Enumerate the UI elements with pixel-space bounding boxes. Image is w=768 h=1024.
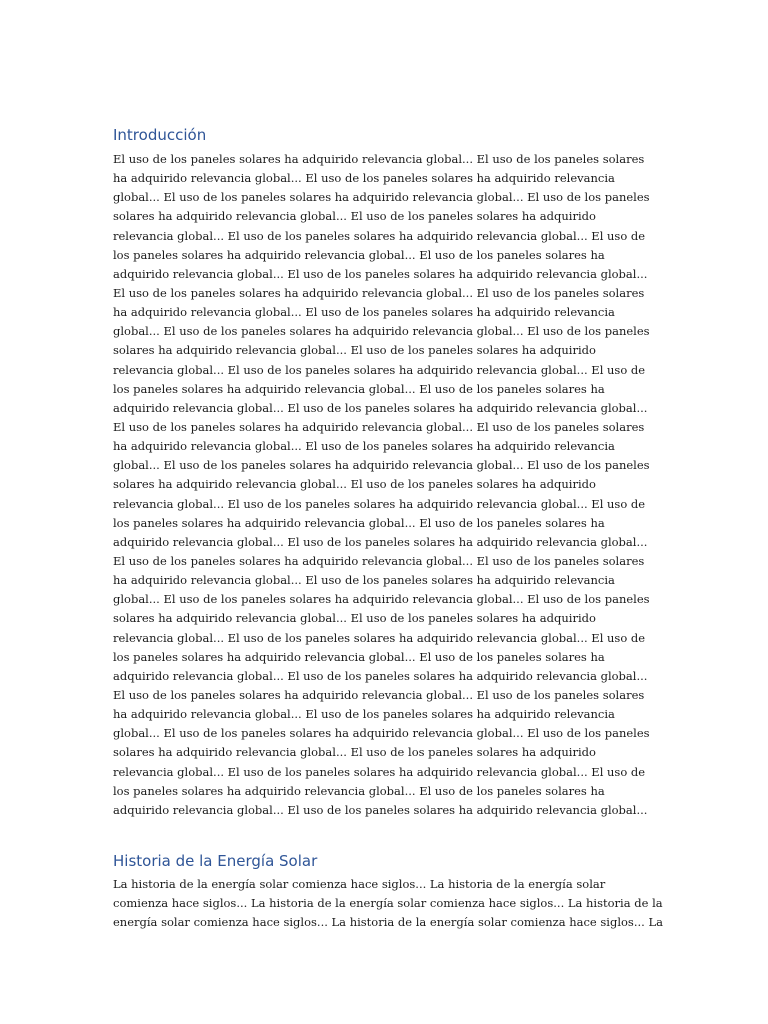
paragraph-line: los paneles solares ha adquirido relevancia global... El uso de los paneles solares ha bbox=[113, 381, 605, 396]
paragraph-line: solares ha adquirido relevancia global... El uso de los paneles solares ha adquirido bbox=[113, 745, 596, 760]
paragraph-line: global... El uso de los paneles solares ha adquirido relevancia global... El uso de los paneles bbox=[113, 726, 650, 741]
paragraph-line: El uso de los paneles solares ha adquirido relevancia global... El uso de los paneles solares bbox=[113, 553, 645, 568]
paragraph-line: solares ha adquirido relevancia global... El uso de los paneles solares ha adquirido bbox=[113, 477, 596, 492]
paragraph-line: los paneles solares ha adquirido relevancia global... El uso de los paneles solares ha bbox=[113, 783, 605, 798]
paragraph-line: relevancia global... El uso de los paneles solares ha adquirido relevancia global... El uso de bbox=[113, 362, 646, 377]
paragraph-line: adquirido relevancia global... El uso de los paneles solares ha adquirido relevancia global... bbox=[113, 802, 648, 817]
paragraph-line: ha adquirido relevancia global... El uso de los paneles solares ha adquirido relevancia bbox=[113, 573, 615, 588]
paragraph-line: adquirido relevancia global... El uso de los paneles solares ha adquirido relevancia global... bbox=[113, 266, 648, 281]
paragraph-line: El uso de los paneles solares ha adquirido relevancia global... El uso de los paneles solares bbox=[113, 419, 645, 434]
paragraph-line: adquirido relevancia global... El uso de los paneles solares ha adquirido relevancia global... bbox=[113, 400, 648, 415]
paragraph-line: adquirido relevancia global... El uso de los paneles solares ha adquirido relevancia global... bbox=[113, 534, 648, 549]
section-heading: Introducción bbox=[113, 126, 207, 144]
paragraph-line: ha adquirido relevancia global... El uso de los paneles solares ha adquirido relevancia bbox=[113, 171, 615, 186]
paragraph-line: global... El uso de los paneles solares ha adquirido relevancia global... El uso de los paneles bbox=[113, 592, 650, 607]
section-historia-energia-solar bbox=[113, 850, 663, 932]
paragraph-line: relevancia global... El uso de los paneles solares ha adquirido relevancia global... El uso de bbox=[113, 764, 646, 779]
paragraph-line: El uso de los paneles solares ha adquirido relevancia global... El uso de los paneles solares bbox=[113, 687, 645, 702]
paragraph-line: global... El uso de los paneles solares ha adquirido relevancia global... El uso de los paneles bbox=[113, 458, 650, 473]
paragraph-line: relevancia global... El uso de los paneles solares ha adquirido relevancia global... El uso de bbox=[113, 630, 646, 645]
section-heading: Historia de la Energía Solar bbox=[113, 852, 318, 870]
paragraph-line: ha adquirido relevancia global... El uso de los paneles solares ha adquirido relevancia bbox=[113, 707, 615, 722]
paragraph-line: global... El uso de los paneles solares ha adquirido relevancia global... El uso de los paneles bbox=[113, 190, 650, 205]
paragraph-line: energía solar comienza hace siglos... La historia de la energía solar comienza hace siglos... La bbox=[113, 915, 663, 930]
section-paragraph bbox=[113, 150, 658, 820]
paragraph-line: ha adquirido relevancia global... El uso de los paneles solares ha adquirido relevancia bbox=[113, 439, 615, 454]
paragraph-line: relevancia global... El uso de los paneles solares ha adquirido relevancia global... El uso de bbox=[113, 228, 646, 243]
section-paragraph bbox=[113, 875, 663, 932]
paragraph-line: El uso de los paneles solares ha adquirido relevancia global... El uso de los paneles solares bbox=[113, 285, 645, 300]
paragraph-line: La historia de la energía solar comienza hace siglos... La historia de la energía solar bbox=[113, 877, 606, 891]
paragraph-line: solares ha adquirido relevancia global... El uso de los paneles solares ha adquirido bbox=[113, 343, 596, 358]
paragraph-line: los paneles solares ha adquirido relevancia global... El uso de los paneles solares ha bbox=[113, 247, 605, 262]
paragraph-line: El uso de los paneles solares ha adquirido relevancia global... El uso de los paneles solares bbox=[113, 152, 645, 166]
paragraph-line: global... El uso de los paneles solares ha adquirido relevancia global... El uso de los paneles bbox=[113, 324, 650, 339]
paragraph-line: relevancia global... El uso de los paneles solares ha adquirido relevancia global... El uso de bbox=[113, 496, 646, 511]
paragraph-line: solares ha adquirido relevancia global... El uso de los paneles solares ha adquirido bbox=[113, 209, 596, 224]
paragraph-line: solares ha adquirido relevancia global... El uso de los paneles solares ha adquirido bbox=[113, 611, 596, 626]
section-introduccion bbox=[113, 124, 658, 820]
paragraph-line: los paneles solares ha adquirido relevancia global... El uso de los paneles solares ha bbox=[113, 649, 605, 664]
paragraph-line: los paneles solares ha adquirido relevancia global... El uso de los paneles solares ha bbox=[113, 515, 605, 530]
paragraph-line: adquirido relevancia global... El uso de los paneles solares ha adquirido relevancia global... bbox=[113, 668, 648, 683]
paragraph-line: ha adquirido relevancia global... El uso de los paneles solares ha adquirido relevancia bbox=[113, 305, 615, 320]
paragraph-line: comienza hace siglos... La historia de la energía solar comienza hace siglos... La historia de la bbox=[113, 896, 663, 911]
